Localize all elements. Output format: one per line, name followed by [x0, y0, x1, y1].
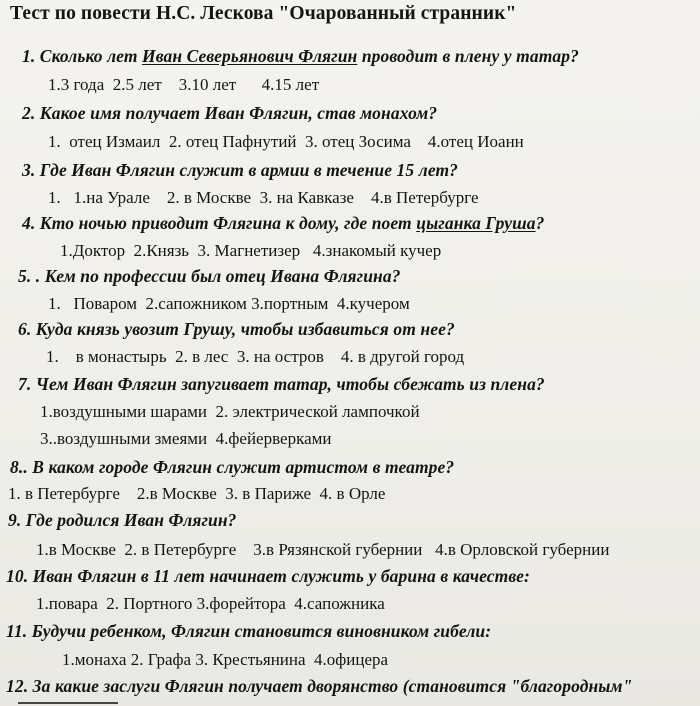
question-8: [10, 457, 454, 478]
question-7: [18, 374, 545, 395]
question-9-answers: 1.в Москве 2. в Петербурге 3.в Рязянской губернии 4.в Орловской губернии: [36, 540, 610, 559]
question-11: [6, 621, 491, 642]
question-12: [6, 676, 632, 697]
question-9-number: 9.: [8, 510, 22, 530]
question-11-text: Будучи ребенком, Флягин становится виновником гибели:: [27, 621, 492, 641]
question-6-number: 6.: [18, 319, 32, 339]
question-4-text-pre: Кто ночью приводит Флягина к дому, где поет: [35, 213, 417, 233]
question-8-number: 8..: [10, 457, 28, 477]
question-5: [18, 266, 401, 287]
question-11-answers: 1.монаха 2. Графа 3. Крестьянина 4.офицера: [62, 650, 389, 669]
question-1-number: 1.: [22, 46, 36, 66]
question-1: [22, 46, 579, 67]
question-2: [22, 103, 437, 124]
question-10-answers: 1.повара 2. Портного 3.форейтора 4.сапожника: [36, 594, 385, 613]
question-5-number: 5. .: [18, 266, 41, 286]
question-3-answers: 1. 1.на Урале 2. в Москве 3. на Кавказе 4.в Петербурге: [48, 188, 479, 207]
question-4: [22, 213, 544, 234]
question-10-text: Иван Флягин в 11 лет начинает служить у барина в качестве:: [28, 566, 530, 586]
question-4-text-post: ?: [535, 213, 545, 233]
question-1-text-pre: Сколько лет: [35, 46, 143, 66]
question-3-text: Где Иван Флягин служит в армии в течение 15 лет?: [35, 160, 459, 180]
question-7-text: Чем Иван Флягин запугивает татар, чтобы сбежать из плена?: [31, 374, 545, 394]
question-6-text: Куда князь увозит Грушу, чтобы избавиться от нее?: [31, 319, 455, 339]
question-7-answers-line-1: 1.воздушными шарами 2. электрической лампочкой: [40, 402, 420, 421]
question-2-number: 2.: [22, 103, 36, 123]
question-8-text: В каком городе Флягин служит артистом в театре?: [27, 457, 455, 477]
question-4-number: 4.: [22, 213, 36, 233]
question-8-answers: 1. в Петербурге 2.в Москве 3. в Париже 4. в Орле: [8, 484, 386, 503]
question-12-text: За какие заслуги Флягин получает дворянство (становится "благородным": [28, 676, 633, 696]
question-9: [8, 510, 237, 531]
question-2-text: Какое имя получает Иван Флягин, став монахом?: [35, 103, 438, 123]
question-6: [18, 319, 455, 340]
question-7-number: 7.: [18, 374, 32, 394]
question-2-answers: 1. отец Измаил 2. отец Пафнутий 3. отец Зосима 4.отец Иоанн: [48, 132, 524, 151]
question-4-underlined: цыганка Груша: [416, 213, 536, 233]
question-5-answers: 1. Поваром 2.сапожником 3.портным 4.кучером: [48, 294, 410, 313]
question-3-number: 3.: [22, 160, 36, 180]
question-4-answers: 1.Доктор 2.Князь 3. Магнетизер 4.знакомый кучер: [60, 241, 442, 260]
document-title: Тест по повести Н.С. Лескова "Очарованный странник": [10, 3, 517, 24]
question-9-text: Где родился Иван Флягин?: [21, 510, 237, 530]
question-10: [6, 566, 530, 587]
question-10-number: 10.: [6, 566, 29, 586]
question-3: [22, 160, 458, 181]
question-6-answers: 1. в монастырь 2. в лес 3. на остров 4. в другой город: [46, 347, 465, 366]
question-1-text-post: проводит в плену у татар?: [357, 46, 579, 66]
question-1-answers: 1.3 года 2.5 лет 3.10 лет 4.15 лет: [48, 75, 320, 94]
question-5-text: Кем по профессии был отец Ивана Флягина?: [40, 266, 401, 286]
question-1-underlined: Иван Северьянович Флягин: [142, 46, 358, 66]
question-11-number: 11.: [6, 621, 28, 641]
question-7-answers-line-2: 3..воздушными змеями 4.фейерверками: [40, 429, 332, 448]
question-12-number: 12.: [6, 676, 29, 696]
cutoff-text-line: [8, 698, 148, 706]
